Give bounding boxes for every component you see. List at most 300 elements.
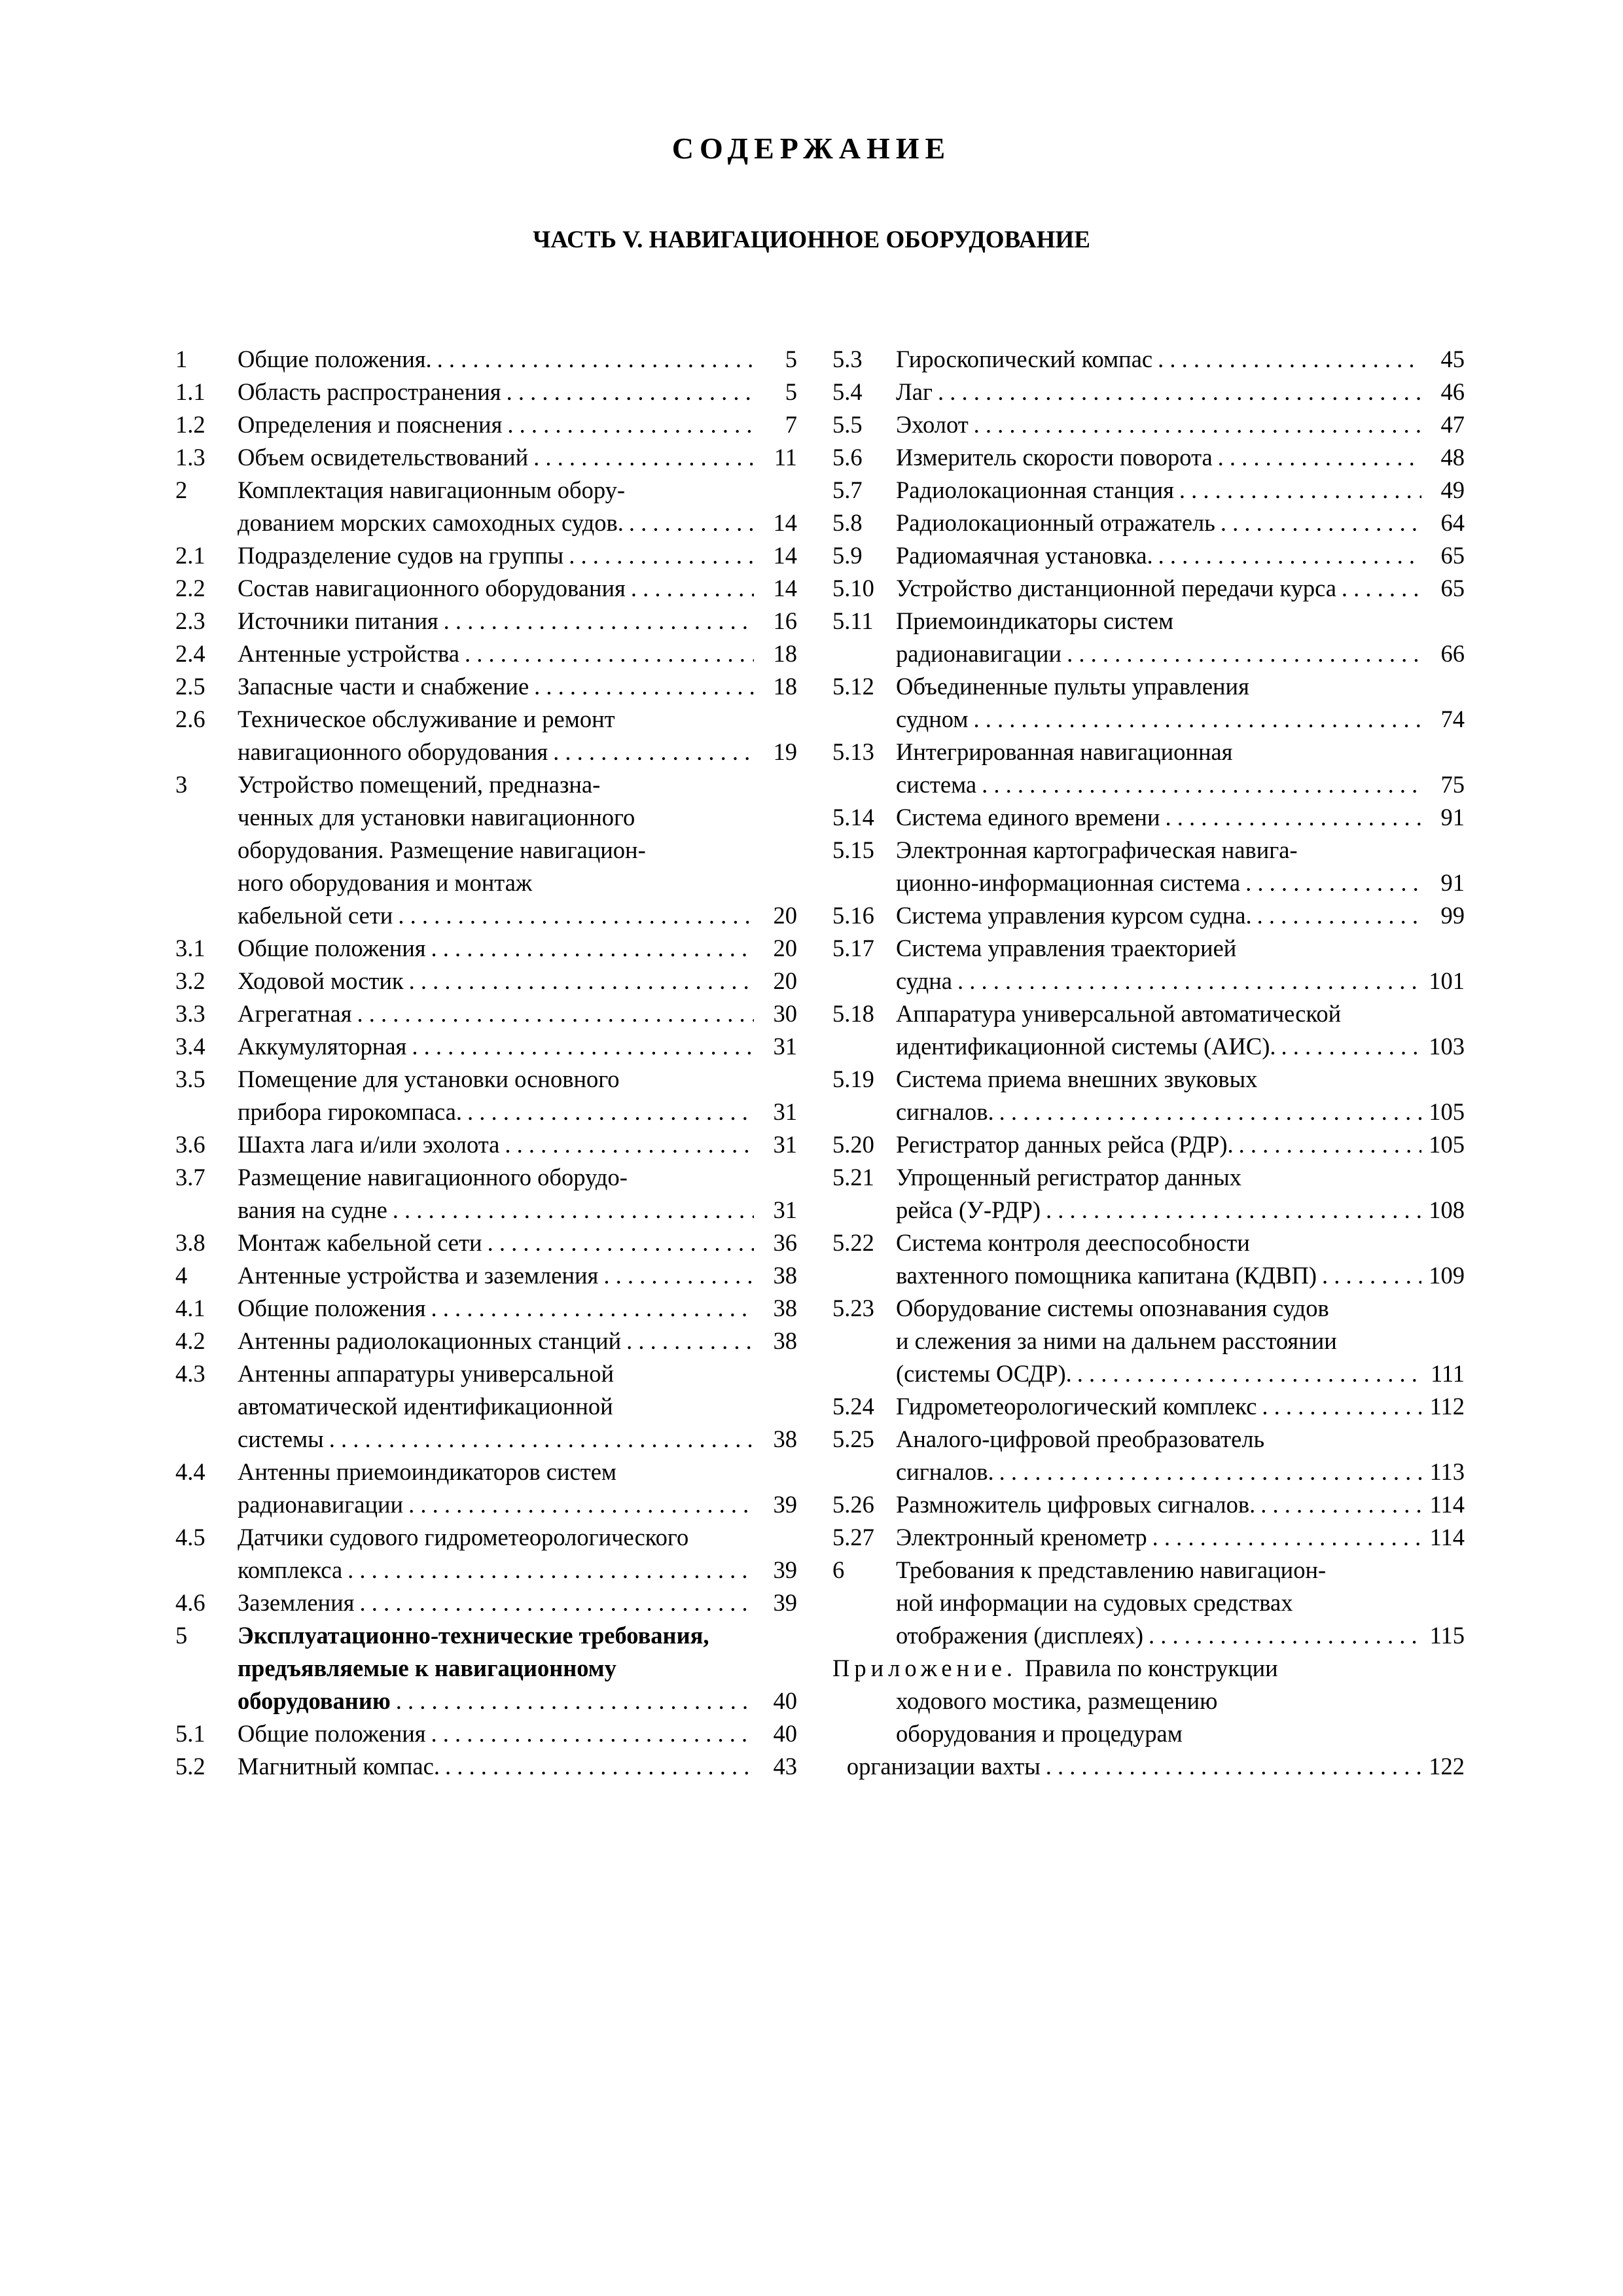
dot-leader [1153, 539, 1421, 572]
dot-leader [976, 768, 1421, 801]
entry-line [896, 605, 1465, 637]
section-number: 3.4 [175, 1033, 205, 1060]
entry-line [896, 572, 1465, 605]
toc-entry[interactable] [832, 1423, 1465, 1488]
dot-leader [342, 1554, 754, 1587]
entry-title: Оборудование системы опознавания судов [896, 1295, 1329, 1321]
entry-body [238, 1259, 797, 1292]
toc-left-column [175, 343, 797, 1783]
dot-leader [426, 1292, 754, 1325]
entry-body [238, 1325, 797, 1357]
section-number: 5.26 [832, 1491, 874, 1518]
page-number: 14 [773, 542, 797, 569]
toc-entry[interactable] [832, 997, 1465, 1063]
entry-body [896, 801, 1465, 834]
toc-entry[interactable] [175, 474, 797, 539]
entry-line [238, 539, 797, 572]
dot-leader [426, 1717, 754, 1750]
entry-body [896, 474, 1465, 507]
entry-body [238, 997, 797, 1030]
entry-body [896, 1554, 1465, 1652]
section-number: 3.8 [175, 1229, 205, 1256]
entry-line [238, 343, 797, 376]
dot-leader [1061, 637, 1421, 670]
toc-entry[interactable] [175, 1128, 797, 1161]
dot-leader [933, 376, 1421, 408]
section-number: 5.5 [832, 411, 863, 438]
page-number: 5 [785, 378, 797, 405]
toc-entry[interactable] [832, 1292, 1465, 1390]
entry-body [896, 736, 1465, 801]
entry-title: ной информации на судовых средствах [896, 1589, 1293, 1616]
entry-title: системы [238, 1426, 324, 1452]
page-number: 20 [773, 902, 797, 929]
entry-body [238, 1030, 797, 1063]
dot-leader [529, 670, 754, 703]
dot-leader [563, 539, 754, 572]
entry-title: Электронный кренометр [896, 1524, 1147, 1551]
entry-title: Интегрированная навигационная [896, 738, 1233, 765]
dot-leader [391, 1685, 754, 1717]
page-number: 105 [1429, 1098, 1465, 1125]
entry-line [896, 703, 1465, 736]
entry-title: Антенные устройства [238, 640, 459, 667]
toc-entry[interactable] [832, 343, 1465, 376]
entry-body [238, 1227, 797, 1259]
section-number: 5.23 [832, 1295, 874, 1321]
toc-entry[interactable] [175, 965, 797, 997]
toc-entry[interactable] [175, 408, 797, 441]
dot-leader [387, 1194, 754, 1227]
entry-title: Антенны радиолокационных станций [238, 1327, 622, 1354]
entry-body [238, 1357, 797, 1456]
entry-title: Магнитный компас. [238, 1753, 440, 1780]
entry-body [896, 1488, 1465, 1521]
page-number: 65 [1440, 575, 1465, 601]
toc-entry[interactable] [175, 1357, 797, 1456]
section-number: 5.10 [832, 575, 874, 601]
toc-entry[interactable] [175, 572, 797, 605]
section-number: 4 [175, 1262, 188, 1289]
section-number: 5 [175, 1622, 188, 1649]
entry-title: Гироскопический компас [896, 346, 1153, 372]
dot-leader [1143, 1619, 1421, 1652]
section-number: 5.1 [175, 1720, 205, 1747]
page-number: 66 [1440, 640, 1465, 667]
entry-body [896, 1227, 1465, 1292]
toc-entry[interactable] [175, 1717, 797, 1750]
dot-leader [462, 1096, 754, 1128]
section-number: 5.20 [832, 1131, 874, 1158]
entry-line [238, 801, 797, 834]
dot-leader [1041, 1750, 1421, 1783]
toc-entry[interactable] [175, 1587, 797, 1619]
entry-body [896, 932, 1465, 997]
appendix-line [832, 1685, 1465, 1717]
section-number: 5.6 [832, 444, 863, 471]
section-number: 5.11 [832, 607, 874, 634]
toc-entry[interactable] [832, 834, 1465, 899]
section-number: 5.12 [832, 673, 874, 700]
entry-line [238, 1292, 797, 1325]
entry-title: сигналов. [896, 1458, 994, 1485]
entry-title: Заземления [238, 1589, 355, 1616]
section-number: 5.27 [832, 1524, 874, 1551]
dot-leader [952, 965, 1421, 997]
toc-entry[interactable] [175, 1521, 797, 1587]
entry-line [896, 1194, 1465, 1227]
section-number: 5.9 [832, 542, 863, 569]
toc-entry[interactable] [175, 1161, 797, 1227]
entry-title: Лаг [896, 378, 933, 405]
toc-entry[interactable] [832, 1488, 1465, 1521]
section-number: 2 [175, 476, 188, 503]
dot-leader [499, 1128, 754, 1161]
entry-title: дованием морских самоходных судов. [238, 509, 624, 536]
entry-line [896, 899, 1465, 932]
entry-line [896, 1554, 1465, 1587]
entry-title: рейса (У-РДР) [896, 1196, 1041, 1223]
page-number: 113 [1429, 1458, 1465, 1485]
entry-line [238, 605, 797, 637]
entry-body [238, 1717, 797, 1750]
page-title: СОДЕРЖАНИЕ [671, 132, 952, 165]
entry-line [238, 899, 797, 932]
entry-title: Электронная картографическая навига- [896, 836, 1298, 863]
toc-entry[interactable] [832, 670, 1465, 736]
page-number: 105 [1429, 1131, 1465, 1158]
entry-title: Система единого времени [896, 804, 1160, 831]
dot-leader [528, 441, 754, 474]
entry-line [896, 801, 1465, 834]
toc-entry[interactable] [832, 474, 1465, 507]
page-number: 31 [773, 1033, 797, 1060]
entry-line [896, 1227, 1465, 1259]
entry-line [238, 1717, 797, 1750]
entry-title: Приемоиндикаторы систем [896, 607, 1174, 634]
page-number: 16 [773, 607, 797, 634]
entry-line [238, 1390, 797, 1423]
appendix-title: Правила по конструкции [1025, 1655, 1278, 1681]
toc-entry[interactable] [832, 1161, 1465, 1227]
toc-entry[interactable] [175, 1292, 797, 1325]
toc-entry[interactable] [175, 376, 797, 408]
page-number: 65 [1440, 542, 1465, 569]
entry-line [896, 965, 1465, 997]
entry-title: Область распространения [238, 378, 501, 405]
section-number: 5.17 [832, 935, 874, 961]
entry-body [896, 605, 1465, 670]
entry-title: Система управления траекторией [896, 935, 1237, 961]
toc-entry[interactable] [175, 768, 797, 932]
entry-title: радионавигации [896, 640, 1062, 667]
entry-line [896, 1161, 1465, 1194]
entry-line [238, 441, 797, 474]
section-number: 2.5 [175, 673, 205, 700]
entry-body [238, 1750, 797, 1783]
entry-body [238, 1587, 797, 1619]
toc-entry[interactable] [175, 997, 797, 1030]
entry-line [238, 670, 797, 703]
entry-title: Общие положения [238, 935, 426, 961]
toc-entry[interactable] [832, 1554, 1465, 1652]
entry-line [238, 1161, 797, 1194]
dot-leader [351, 997, 754, 1030]
entry-title: Ходовой мостик [238, 967, 404, 994]
entry-title: Устройство дистанционной передачи курса [896, 575, 1336, 601]
toc-entry[interactable] [832, 572, 1465, 605]
toc-entry[interactable] [832, 899, 1465, 932]
entry-line [238, 965, 797, 997]
toc-entry[interactable] [832, 801, 1465, 834]
entry-body [238, 343, 797, 376]
toc-entry[interactable] [175, 1325, 797, 1357]
entry-line [896, 507, 1465, 539]
toc-entry[interactable] [832, 605, 1465, 670]
page-number: 115 [1429, 1622, 1465, 1649]
dot-leader [1276, 1030, 1421, 1063]
page-number: 91 [1440, 804, 1465, 831]
entry-body [896, 572, 1465, 605]
dot-leader [1041, 1194, 1421, 1227]
toc-entry[interactable] [175, 1063, 797, 1128]
section-number: 2.2 [175, 575, 205, 601]
toc-entry[interactable] [832, 408, 1465, 441]
toc-entry[interactable] [832, 539, 1465, 572]
page-number: 7 [785, 411, 797, 438]
entry-title: Устройство помещений, предназна- [238, 771, 601, 798]
entry-title: Источники питания [238, 607, 438, 634]
dot-leader [406, 1030, 754, 1063]
entry-line [896, 736, 1465, 768]
page-number: 46 [1440, 378, 1465, 405]
toc-entry[interactable] [832, 932, 1465, 997]
entry-body [896, 343, 1465, 376]
entry-line [896, 343, 1465, 376]
entry-line [896, 1587, 1465, 1619]
entry-body [896, 1292, 1465, 1390]
entry-title: вания на судне [238, 1196, 387, 1223]
entry-line [896, 408, 1465, 441]
entry-body [896, 1423, 1465, 1488]
entry-title: Размещение навигационного оборудо- [238, 1164, 628, 1191]
section-number: 2.4 [175, 640, 205, 667]
dot-leader [624, 507, 754, 539]
entry-title: Размножитель цифровых сигналов. [896, 1491, 1256, 1518]
entry-title: Радиолокационный отражатель [896, 509, 1215, 536]
page-number: 38 [773, 1426, 797, 1452]
entry-line [896, 1259, 1465, 1292]
entry-line [238, 1750, 797, 1783]
dot-leader [598, 1259, 754, 1292]
entry-line [896, 768, 1465, 801]
entry-body [238, 376, 797, 408]
entry-line [238, 474, 797, 507]
toc-entry[interactable] [175, 1750, 797, 1783]
entry-line [238, 1096, 797, 1128]
entry-line [238, 1128, 797, 1161]
entry-body [238, 703, 797, 768]
section-number: 5.13 [832, 738, 874, 765]
section-number: 3.1 [175, 935, 205, 961]
section-number: 5.22 [832, 1229, 874, 1256]
toc-entry[interactable] [175, 605, 797, 637]
dot-leader [994, 1456, 1421, 1488]
section-number: 2.6 [175, 706, 205, 732]
page-number: 36 [773, 1229, 797, 1256]
entry-title: Измеритель скорости поворота [896, 444, 1213, 471]
toc-entry[interactable] [175, 637, 797, 670]
toc-entry[interactable] [832, 507, 1465, 539]
entry-title: Антенны аппаратуры универсальной [238, 1360, 614, 1387]
section-number: 2.3 [175, 607, 205, 634]
entry-line [238, 1423, 797, 1456]
section-number: 1.3 [175, 444, 205, 471]
toc-entry[interactable] [832, 1390, 1465, 1423]
appendix-label: Приложение. [832, 1655, 1018, 1681]
page-number: 18 [773, 673, 797, 700]
entry-body [238, 1161, 797, 1227]
entry-title: Эксплуатационно-технические требования, [238, 1622, 709, 1649]
entry-line [238, 703, 797, 736]
section-number: 2.1 [175, 542, 205, 569]
entry-title: Радиомаячная установка. [896, 542, 1153, 569]
entry-body [896, 507, 1465, 539]
entry-title: Система контроля дееспособности [896, 1229, 1250, 1256]
entry-title: Регистратор данных рейса (РДР). [896, 1131, 1234, 1158]
section-number: 3.3 [175, 1000, 205, 1027]
toc-entry[interactable] [832, 1227, 1465, 1292]
entry-body [896, 441, 1465, 474]
entry-title: Общие положения. [238, 346, 432, 372]
entry-line [896, 1456, 1465, 1488]
entry-title: (системы ОСДР). [896, 1360, 1072, 1387]
section-number: 5.7 [832, 476, 863, 503]
toc-entry[interactable] [175, 1619, 797, 1717]
entry-body [238, 441, 797, 474]
toc-entry[interactable] [175, 703, 797, 768]
entry-body [896, 670, 1465, 736]
entry-title: Упрощенный регистратор данных [896, 1164, 1241, 1191]
dot-leader [1215, 507, 1421, 539]
section-number: 1.2 [175, 411, 205, 438]
appendix-line [832, 1717, 1465, 1750]
entry-body [238, 1063, 797, 1128]
dot-leader [404, 965, 754, 997]
section-number: 3.7 [175, 1164, 205, 1191]
page-number: 19 [773, 738, 797, 765]
entry-title: Запасные части и снабжение [238, 673, 529, 700]
dot-leader [440, 1750, 754, 1783]
dot-leader [426, 932, 754, 965]
entry-line [896, 670, 1465, 703]
entry-line [896, 834, 1465, 867]
toc-entry[interactable] [175, 1227, 797, 1259]
appendix-line [832, 1750, 1465, 1783]
section-number: 5.19 [832, 1066, 874, 1092]
toc-entry[interactable] [175, 343, 797, 376]
dot-leader [501, 376, 754, 408]
entry-line [896, 1030, 1465, 1063]
toc-entry[interactable] [175, 932, 797, 965]
dot-leader [1152, 343, 1421, 376]
page-number: 122 [1429, 1753, 1465, 1780]
toc-entry[interactable] [832, 736, 1465, 801]
entry-body [896, 408, 1465, 441]
entry-title: радионавигации [238, 1491, 404, 1518]
section-number: 5.2 [175, 1753, 205, 1780]
page-number: 74 [1440, 706, 1465, 732]
appendix-entry[interactable] [832, 1652, 1465, 1783]
page-number: 30 [773, 1000, 797, 1027]
toc-entry[interactable] [832, 1521, 1465, 1554]
entry-title: Монтаж кабельной сети [238, 1229, 482, 1256]
entry-line [896, 1128, 1465, 1161]
entry-body [896, 1521, 1465, 1554]
section-number: 5.14 [832, 804, 874, 831]
dot-leader [968, 703, 1421, 736]
entry-body [238, 932, 797, 965]
page-number: 39 [773, 1556, 797, 1583]
toc-entry[interactable] [832, 376, 1465, 408]
section-number: 5.21 [832, 1164, 874, 1191]
entry-title: Аналого-цифровой преобразователь [896, 1426, 1265, 1452]
toc-entry[interactable] [175, 1030, 797, 1063]
page-number: 112 [1429, 1393, 1465, 1420]
entry-line [896, 1063, 1465, 1096]
section-number: 5.16 [832, 902, 874, 929]
appendix-title: оборудования и процедурам [896, 1720, 1183, 1747]
toc-entry[interactable] [175, 1456, 797, 1521]
entry-title: Шахта лага и/или эхолота [238, 1131, 500, 1158]
toc-entry[interactable] [832, 441, 1465, 474]
entry-body [238, 408, 797, 441]
page-number: 14 [773, 575, 797, 601]
entry-title: Требования к представлению навигацион- [896, 1556, 1327, 1583]
toc-entry[interactable] [175, 539, 797, 572]
entry-title: Система приема внешних звуковых [896, 1066, 1258, 1092]
entry-title: Состав навигационного оборудования [238, 575, 626, 601]
toc-entry[interactable] [832, 1128, 1465, 1161]
entry-body [896, 539, 1465, 572]
toc-entry[interactable] [175, 1259, 797, 1292]
appendix-title: организации вахты [846, 1753, 1041, 1780]
dot-leader [1234, 1128, 1421, 1161]
entry-line [238, 768, 797, 801]
entry-line [896, 1423, 1465, 1456]
page-number: 108 [1429, 1196, 1465, 1223]
entry-line [238, 1587, 797, 1619]
entry-line [238, 1685, 797, 1717]
entry-line [896, 1619, 1465, 1652]
page-number: 99 [1440, 902, 1465, 929]
entry-body [896, 997, 1465, 1063]
section-number: 4.1 [175, 1295, 205, 1321]
dot-leader [1174, 474, 1421, 507]
toc-entry[interactable] [832, 1063, 1465, 1128]
entry-line [896, 474, 1465, 507]
dot-leader [1160, 801, 1422, 834]
section-number: 4.3 [175, 1360, 205, 1387]
entry-line [896, 997, 1465, 1030]
entry-title: Эхолот [896, 411, 969, 438]
entry-body [238, 1521, 797, 1587]
entry-title: Система управления курсом судна. [896, 902, 1252, 929]
toc-entry[interactable] [175, 670, 797, 703]
toc-right-column [832, 343, 1465, 1783]
entry-line [238, 1227, 797, 1259]
toc-entry[interactable] [175, 441, 797, 474]
